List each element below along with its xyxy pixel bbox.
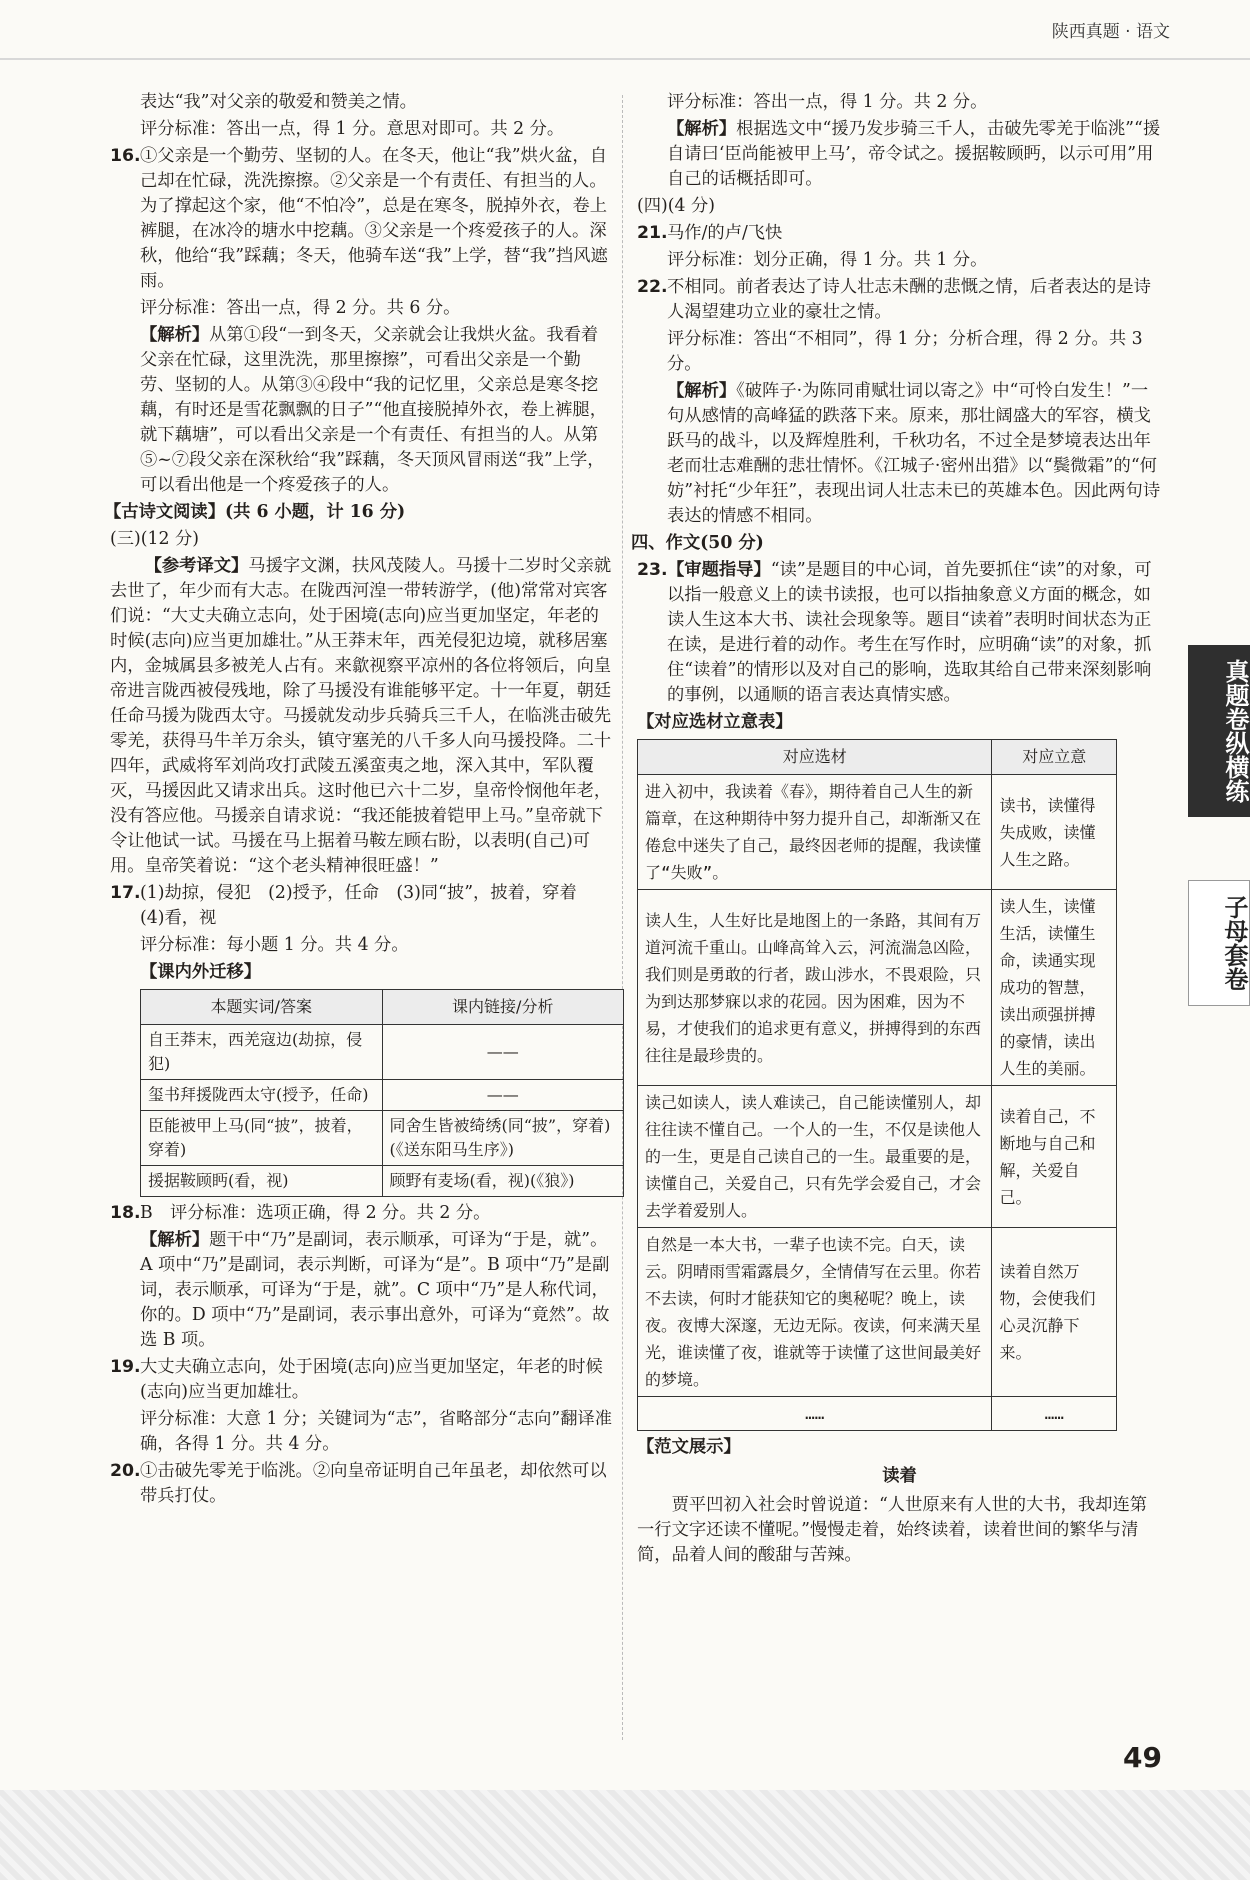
q18-answer [110,1201,615,1226]
q23-text: “读”是题目的中心词，首先要抓住“读”的对象，可以指一般意义上的读书读报，也可以指抽象意义方面的概念，如读人生这本大书、读社会现象等。题目“读着”表明时间状态为正在读，是进行着的动作。考生在写作时，应明确“读”的对象，抓住“读着”的情形以及对自己的影响，选取其给自己带来深刻影响的事例，以通顺的语言表达真情实感。 [667,560,1152,705]
q16-score: 评分标准：答出一点，得 2 分。共 6 分。 [140,298,461,318]
table-row [141,1025,624,1080]
q15-tail: 表达“我”对父亲的敬爱和赞美之情。 [140,92,417,112]
q19-score: 评分标准：大意 1 分；关键词为“志”，省略部分“志向”翻译准确，各得 1 分。共 4 分。 [140,1409,613,1454]
q16-text: ①父亲是一个勤劳、坚韧的人。在冬天，他让“我”烘火盆，自己却在忙碌，洗洗擦擦。②父亲是一个有责任、有担当的人。为了撑起这个家，他“不怕冷”，总是在寒冬，脱掉外衣，卷上裤腿，在冰冷的塘水中挖藕。③父亲是一个疼爱孩子的人。深秋，他给“我”踩藕；冬天，他骑车送“我”上学，替“我”挡风遮雨。 [140,146,608,291]
column-divider [622,95,624,1740]
q23-label: 【审题指导】 [667,560,771,580]
section-ancient-reading: 【古诗文阅读】(共 6 小题，计 16 分) [104,502,406,522]
q20-analysis-label: 【解析】 [667,119,737,139]
table-row [638,775,1117,890]
side-tab-sub: 子母套卷 [1188,880,1250,1006]
q18-text: B 评分标准：选项正确，得 2 分。共 2 分。 [140,1203,491,1223]
side-tab-main: 真题卷纵横练 [1188,645,1250,817]
reference-text: 马援字文渊，扶风茂陵人。马援十二岁时父亲就去世了，年少而有大志。在陇西河湟一带转游学，(他)常常对宾客们说：“大丈夫确立志向，处于困境(志向)应当更加坚定，年老的时候(志向)应当更加雄壮。”从王莽末年，西羌侵犯边境，就移居塞内，金城属县多被羌人占有。来歙视察平凉州的各位将领后，向皇帝进言陇西被侵残地，除了马援没有谁能够平定。十一年夏，朝廷任命马援为陇西太守。马援就发动步兵骑兵三千人，在临洮击破先零羌，获得马牛羊万余头，镇守塞羌的八千多人向马援投降。二十四年，武威将军刘尚攻打武陵五溪蛮夷之地，深入其中，军队覆灭，马援因此又请求出兵。这时他已六十二岁，皇帝怜悯他年老，没有答应他。马援亲自请求说：“我还能披着铠甲上马。”皇帝就下令让他试一试。马援在马上据着马鞍左顾右盼，以表明(自己)可用。皇帝笑着说：“这个老头精神很旺盛！” [110,556,612,876]
table-cell: 自然是一本大书，一辈子也读不完。白天，读云。阴晴雨雪霜露晨夕，全情倩写在云里。你若不去读，何时才能获知它的奥秘呢？晚上，读夜。夜博大深邃，无边无际。夜读，何来满天星光，谁读懂了夜，谁就等于读懂了这世间最美好的梦境。 [638,1228,992,1397]
q21-text: 马作/的卢/飞快 [667,223,783,243]
q23-body [667,558,1162,708]
table-cell: —— [382,1080,624,1111]
table-header-row [638,740,1117,775]
section-essay: 四、作文(50 分) [631,533,764,553]
q18-number: 18. [110,1203,141,1223]
q20-text: ①击破先零羌于临洮。②向皇帝证明自己年虽老，却依然可以带兵打仗。 [140,1461,607,1506]
table-cell: 援据鞍顾眄(看，视) [141,1166,383,1197]
q18-analysis-text: 题干中“乃”是副词，表示顺承，可译为“于是，就”。A 项中“乃”是副词，表示判断，可译为“是”。B 项中“乃”是副词，表示顺承，可译为“于是，就”。C 项中“乃”是人称代词，你的。D 项中“乃”是副词，表示事出意外，可译为“竟然”。故选 B 项。 [140,1230,610,1350]
table-cell: …… [638,1397,992,1431]
q20-answer [110,1459,615,1509]
table-header: 本题实词/答案 [141,990,383,1025]
table-cell: 读着自然万物，会使我们心灵沉静下来。 [992,1228,1117,1397]
q22-analysis-label: 【解析】 [667,381,737,401]
table-cell: 读书，读懂得失成败，读懂人生之路。 [992,775,1117,890]
table-header-row [141,990,624,1025]
q16-answer [110,144,615,294]
reference-label: 【参考译文】 [144,556,249,576]
reference-translation [110,554,615,879]
q18-analysis [110,1228,615,1353]
q16-analysis-text: 从第①段“一到冬天，父亲就会让我烘火盆。我看着父亲在忙碌，这里洗洗，那里擦擦”，可看出父亲是一个勤劳、坚韧的人。从第③④段中“我的记忆里，父亲总是寒冬挖藕，有时还是雪花飘飘的日子”“他直接脱掉外衣，卷上裤腿，就下藕塘”，可以看出父亲是一个有责任、有担当的人。从第⑤~⑦段父亲在深秋给“我”踩藕，冬天顶风冒雨送“我”上学，可以看出他是一个疼爱孩子的人。 [140,325,607,495]
table-header: 对应选材 [638,740,992,775]
q17-score: 评分标准：每小题 1 分。共 4 分。 [140,935,409,955]
table-row [638,1086,1117,1228]
q16-analysis [110,323,615,498]
table-row [638,890,1117,1086]
q15-score: 评分标准：答出一点，得 1 分。意思对即可。共 2 分。 [140,119,565,139]
q19-text: 大丈夫确立志向，处于困境(志向)应当更加坚定，年老的时候(志向)应当更加雄壮。 [140,1357,603,1402]
material-label: 【对应选材立意表】 [637,712,793,732]
table-row [141,1166,624,1197]
table-header: 对应立意 [992,740,1117,775]
q20-analysis-text: 根据选文中“援乃发步骑三千人，击破先零羌于临洮”“援自请曰‘臣尚能被甲上马’，帝令试之。援据鞍顾眄，以示可用”用自己的话概括即可。 [667,119,1161,189]
q22-analysis-text: 《破阵子·为陈同甫赋壮词以寄之》中“可怜白发生！”一句从感情的高峰猛的跌落下来。原来，那壮阔盛大的军容，横戈跃马的战斗，以及辉煌胜利，千秋功名，不过全是梦境表达出年老而壮志难酬的悲壮情怀。《江城子·密州出猎》以“鬓微霜”的“何妨”衬托“少年狂”，表现出词人壮志未已的英雄本色。因此两句诗表达的情感不相同。 [667,381,1161,526]
header-rule [0,58,1250,60]
table-row [638,1228,1117,1397]
table-row [141,1080,624,1111]
table-cell: 进入初中，我读着《春》，期待着自己人生的新篇章，在这种期待中努力提升自己，却渐渐又在倦怠中迷失了自己，最终因老师的提醒，我读懂了“失败”。 [638,775,992,890]
model-essay-text: 贾平凹初入社会时曾说道：“人世原来有人世的大书，我却连第一行文字还读不懂呢。”慢慢走着，始终读着，读着世间的繁华与清简，品着人间的酸甜与苦辣。 [637,1495,1148,1565]
table-cell: 读己如读人，读人难读己，自己能读懂别人，却往往读不懂自己。一个人的一生，不仅是读他人的一生，更是自己读自己的一生。最重要的是，读懂自己，关爱自己，只有先学会爱自己，才会去学着爱别人。 [638,1086,992,1228]
page-header: 陕西真题 · 语文 [1051,22,1170,42]
q22-analysis [637,379,1162,529]
section-four: (四)(4 分) [637,196,716,216]
link-label: 【课内外迁移】 [140,962,261,982]
table-header: 课内链接/分析 [382,990,624,1025]
q17-text: (1)劫掠，侵犯 (2)授予，任命 (3)同“披”，披着，穿着 (4)看，视 [140,883,595,928]
q18-analysis-label: 【解析】 [140,1230,210,1250]
q22-score: 评分标准：答出“不相同”，得 1 分；分析合理，得 2 分。共 3 分。 [667,329,1143,374]
table-cell: 读着自己，不断地与自己和解，关爱自己。 [992,1086,1117,1228]
q21-number: 21. [637,223,668,243]
word-link-table [140,989,624,1197]
q16-number: 16. [110,146,141,166]
material-table [637,739,1117,1431]
table-row [638,1397,1117,1431]
section-three: (三)(12 分) [110,529,200,549]
table-cell: 读人生，人生好比是地图上的一条路，其间有万道河流千重山。山峰高耸入云，河流湍急凶险，我们则是勇敢的行者，跋山涉水，不畏艰险，只为到达那梦寐以求的花园。因为困难，因为不易，才使我们的追求更有意义，拼搏得到的东西往往是最珍贵的。 [638,890,992,1086]
table-cell: …… [992,1397,1117,1431]
table-cell: 臣能被甲上马(同“披”，披着，穿着) [141,1111,383,1166]
q22-number: 22. [637,277,668,297]
table-cell: 自王莽末，西羌寇边(劫掠，侵犯) [141,1025,383,1080]
q22-answer [637,275,1162,325]
q19-number: 19. [110,1357,141,1377]
q20-score: 评分标准：答出一点，得 1 分。共 2 分。 [667,92,988,112]
q23-number: 23. [637,560,668,580]
q17-number: 17. [110,883,141,903]
table-cell: —— [382,1025,624,1080]
page-number: 49 [1123,1741,1162,1774]
table-cell: 读人生，读懂生活，读懂生命，读通实现成功的智慧，读出顽强拼搏的豪情，读出人生的美丽。 [992,890,1117,1086]
footer-band [0,1790,1250,1880]
q23-answer [637,558,1162,708]
q21-answer [637,221,1162,246]
q20-analysis [637,117,1162,192]
q20-number: 20. [110,1461,141,1481]
q19-answer [110,1355,615,1405]
table-cell: 同舍生皆被绮绣(同“披”，穿着)(《送东阳马生序》) [382,1111,624,1166]
table-cell: 顾野有麦场(看，视)(《狼》) [382,1166,624,1197]
model-label: 【范文展示】 [637,1437,741,1457]
table-row [141,1111,624,1166]
left-column [104,90,615,1511]
right-column [631,90,1162,1570]
q21-score: 评分标准：划分正确，得 1 分。共 1 分。 [667,250,988,270]
q22-text: 不相同。前者表达了诗人壮志未酬的悲慨之情，后者表达的是诗人渴望建功立业的豪壮之情。 [667,277,1151,322]
q16-analysis-label: 【解析】 [140,325,210,345]
q17-answer [110,881,615,931]
table-cell: 玺书拜援陇西太守(授予，任命) [141,1080,383,1111]
model-essay-title: 读着 [882,1466,917,1486]
